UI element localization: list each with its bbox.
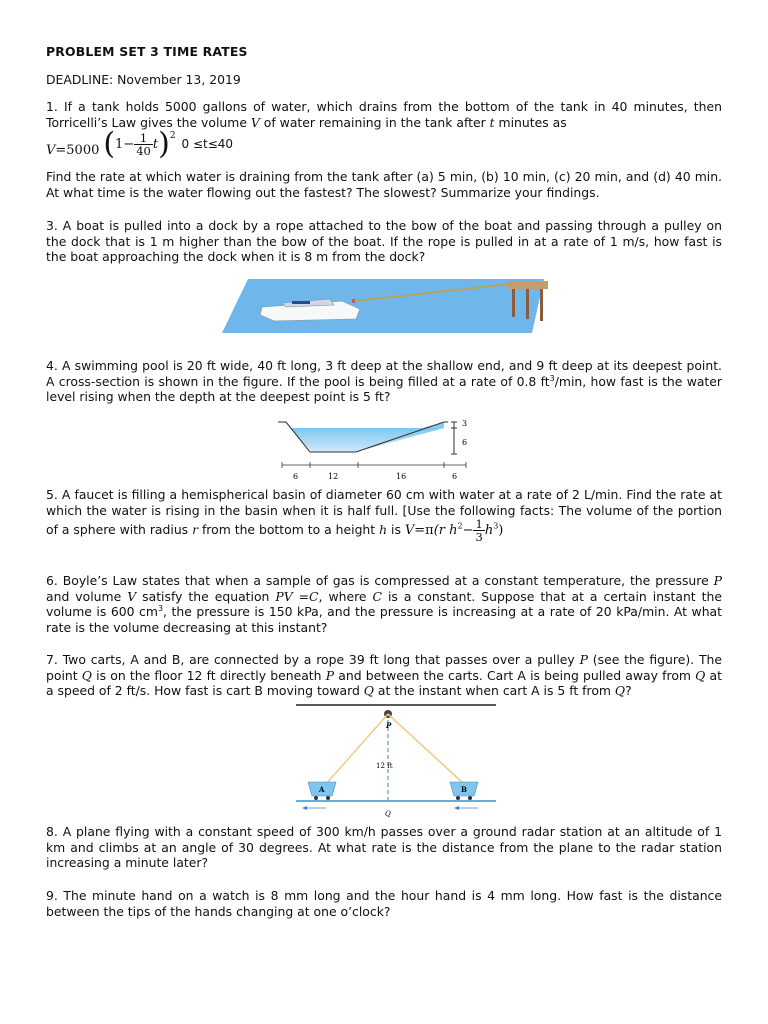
boat-seat (292, 301, 310, 304)
dock-post (526, 289, 529, 319)
floor-line (296, 800, 496, 802)
dock-deck (508, 281, 548, 289)
problem-1-tail: minutes as (494, 114, 567, 130)
formula-v: V (404, 523, 415, 539)
problem-9-text: 9. The minute hand on a watch is 8 mm long and the hour hand is 4 mm long. How fast is the distance between the tips of the hands changing at one o’clock? (46, 888, 722, 919)
problem-7-floor: is on the floor 12 ft directly beneath (91, 667, 326, 683)
variable-p: P (325, 667, 335, 683)
label-6-left: 6 (293, 472, 299, 481)
boyle-equation: PV =C (275, 588, 319, 604)
problem-1-intro: 1. If a tank holds 5000 gallons of water, which drains from the bottom of the tank in 40 minutes, then Torricelli’s Law gives the volume (46, 99, 722, 130)
rope-to-cart-a (326, 714, 388, 784)
fraction-denominator: 3 (475, 530, 483, 545)
label-p: P (386, 721, 392, 730)
problem-5-intro: 5. A faucet is filling a hemispherical basin of diameter 60 cm with water at a rate of 2 L/min. Find the rate at which the water is rising in the basin when it is half full. [Use the following facts: The volume of the portion of a sphere with radius (46, 487, 722, 538)
pool-cross-section-figure (272, 412, 492, 484)
fraction-denominator: 40 (136, 144, 151, 158)
label-12: 12 (328, 472, 339, 481)
problem-4-tail: /min, how fast is the water level rising when the depth at the deepest point is 5 ft? (46, 373, 722, 405)
formula-minus: − (462, 523, 474, 539)
label-16: 16 (396, 472, 407, 481)
dock-post (512, 289, 515, 317)
document-title: PROBLEM SET 3 TIME RATES (46, 44, 248, 59)
fraction-numerator: 1 (134, 132, 153, 145)
variable-q: Q (695, 667, 706, 683)
formula-h: h (484, 523, 494, 539)
cubic-exponent: 3 (549, 373, 555, 383)
rope-to-cart-b (388, 714, 464, 784)
problem-3-text: 3. A boat is pulled into a dock by a rope attached to the bow of the boat and passing through a pulley on the dock that is 1 m higher than the bow of the boat. If the rope is pulled in at a rate of 1 m/s, how fast is the boat approaching the dock when it is 8 m from the dock? (46, 218, 722, 265)
arrow-head-icon (454, 806, 459, 810)
problem-5-is: is (387, 522, 405, 538)
variable-q: Q (614, 683, 626, 699)
label-q: Q (385, 810, 391, 818)
formula-close-paren: ) (498, 523, 504, 539)
carts-pulley-figure (296, 702, 496, 820)
variable-p: P (579, 652, 588, 667)
problem-6-where: , where (318, 588, 373, 604)
formula-one-minus: 1− (115, 137, 135, 152)
torricelli-formula (46, 126, 722, 164)
right-paren: ) (158, 126, 170, 162)
variable-t: t (489, 114, 495, 130)
problem-1-mid: of water remaining in the tank after (259, 114, 490, 130)
problem-7-speed: at a speed of 2 ft/s. How fast is cart B moving toward (46, 667, 722, 699)
problem-6-intro: 6. Boyle’s Law states that when a sample of gas is compressed at a constant temperature, the pressure (46, 573, 714, 588)
formula-exponent-3: 3 (493, 521, 499, 531)
variable-r: r (192, 522, 198, 538)
formula-rh: (r h (433, 523, 458, 539)
label-depth-3: 3 (462, 419, 468, 428)
deadline-line: DEADLINE: November 13, 2019 (46, 72, 241, 87)
variable-q: Q (363, 683, 374, 699)
cart-b-wheel (468, 796, 472, 800)
formula-pi: =π (414, 523, 434, 539)
label-depth-6: 6 (462, 438, 468, 447)
problem-7-instant: at the instant when cart A is 5 ft from (373, 683, 615, 699)
formula-range: 0 ≤t≤40 (181, 137, 234, 151)
problem-7-pulled: and between the carts. Cart A is being pulled away from (334, 667, 696, 683)
problem-7-text (46, 652, 722, 699)
problem-1-question: Find the rate at which water is draining from the tank after (a) 5 min, (b) 10 min, (c) 20 min, and (d) 40 min. At what time is the water flowing out the fastest? The slowest? Summarize your findings. (46, 169, 722, 200)
label-cart-b: B (461, 785, 467, 794)
formula-v: V (46, 143, 56, 158)
problem-7-point: (see the figure). The point (46, 652, 722, 683)
cart-a-wheel (326, 796, 330, 800)
formula-t: t (152, 137, 159, 152)
formula-exponent-2: 2 (457, 521, 463, 531)
variable-p: P (713, 573, 722, 588)
variable-h: h (379, 522, 388, 538)
formula-fraction-third (473, 518, 484, 543)
problem-6-and-volume: and volume (46, 588, 128, 604)
dock-post (540, 289, 543, 321)
arrow-head-icon (302, 806, 307, 810)
fraction-numerator: 1 (475, 517, 483, 532)
formula-fraction (134, 132, 153, 157)
problem-6-volume: is a constant. Suppose that at a certain instant the volume is 600 cm (46, 588, 722, 620)
problem-6-text (46, 573, 722, 635)
variable-q: Q (81, 667, 92, 683)
problem-4-text (46, 358, 722, 405)
cart-b-wheel (456, 796, 460, 800)
label-12-ft: 12 ft (376, 762, 393, 770)
formula-exponent: 2 (169, 131, 176, 141)
problem-7-question-mark: ? (625, 683, 632, 699)
label-cart-a: A (319, 785, 325, 794)
variable-v: V (250, 114, 260, 130)
problem-4-intro: 4. A swimming pool is 20 ft wide, 40 ft long, 3 ft deep at the shallow end, and 9 ft deep at its deepest point. A cross-section is shown in the figure. If the pool is being filled at a rate of 0.8 ft (46, 358, 722, 389)
problem-7-intro: 7. Two carts, A and B, are connected by a rope 39 ft long that passes over a pulley (46, 652, 580, 667)
problem-5-mid: from the bottom to a height (198, 522, 380, 538)
variable-c: C (372, 588, 382, 604)
problem-5-text (46, 487, 722, 543)
left-paren: ( (103, 126, 116, 162)
problem-8-text: 8. A plane flying with a constant speed of 300 km/h passes over a ground radar station at an altitude of 1 km and climbs at an angle of 30 degrees. At what rate is the distance from the plane to the radar station increasing a minute later? (46, 824, 722, 871)
problem-6-tail: , the pressure is 150 kPa, and the pressure is increasing at a rate of 20 kPa/min. At what rate is the volume decreasing at this instant? (46, 604, 722, 635)
label-6-right: 6 (452, 472, 458, 481)
problem-6-equation-lead: satisfy the equation (136, 588, 276, 604)
cubic-exponent: 3 (157, 604, 164, 614)
cart-a-wheel (314, 796, 318, 800)
variable-v: V (127, 588, 137, 604)
boat-dock-figure (222, 275, 552, 337)
formula-5000: =5000 (55, 143, 100, 158)
problem-1-text (46, 99, 722, 130)
sphere-volume-formula (404, 517, 504, 545)
